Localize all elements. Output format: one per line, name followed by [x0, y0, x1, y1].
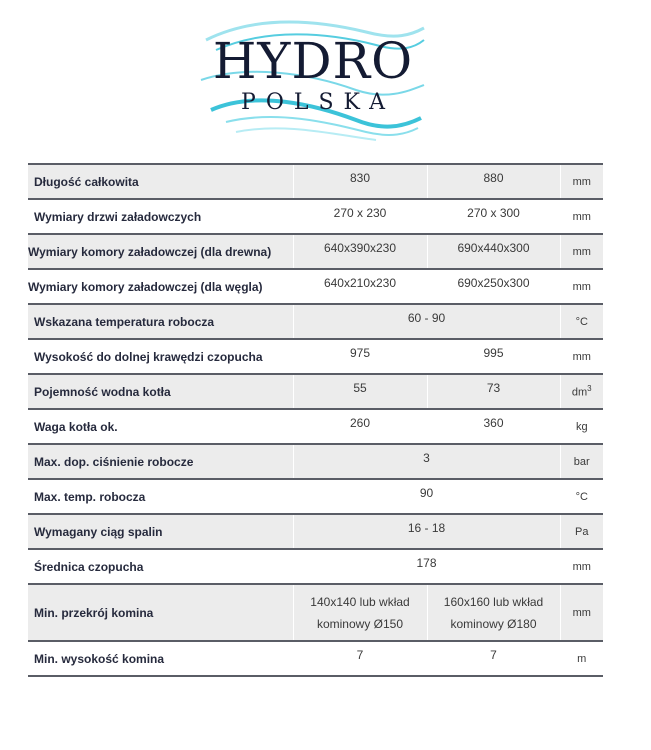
unit: °C [560, 304, 603, 339]
table-row [28, 444, 603, 479]
value-model-2: 995 [427, 339, 560, 374]
table-row [28, 584, 603, 641]
row-label: Min. wysokość komina [28, 641, 293, 676]
unit: mm [560, 234, 603, 269]
table-row [28, 549, 603, 584]
spec-table [28, 163, 603, 677]
value-model-2: 160x160 lub wkład kominowy Ø180 [427, 584, 560, 641]
value-model-1: 7 [293, 641, 427, 676]
value-model-1: 975 [293, 339, 427, 374]
row-label: Wymiary komory załadowczej (dla drewna) [28, 234, 293, 269]
row-label: Wymagany ciąg spalin [28, 514, 293, 549]
hydro-polska-logo [196, 10, 426, 145]
row-label: Wskazana temperatura robocza [28, 304, 293, 339]
table-row [28, 374, 603, 409]
unit: mm [560, 339, 603, 374]
table-row [28, 339, 603, 374]
value-model-2: 690x250x300 [427, 269, 560, 304]
table-row [28, 409, 603, 444]
value-model-1: 140x140 lub wkład kominowy Ø150 [293, 584, 427, 641]
row-label: Wymiary komory załadowczej (dla węgla) [28, 269, 293, 304]
value-shared: 16 - 18 [293, 514, 560, 549]
unit: mm [560, 269, 603, 304]
logo-text-hydro: HYDRO [212, 32, 414, 90]
value-model-2: 360 [427, 409, 560, 444]
row-label: Min. przekrój komina [28, 584, 293, 641]
value-model-1: 640x210x230 [293, 269, 427, 304]
row-label: Pojemność wodna kotła [28, 374, 293, 409]
row-label: Wysokość do dolnej krawędzi czopucha [28, 339, 293, 374]
value-shared: 178 [293, 549, 560, 584]
unit: m [560, 641, 603, 676]
unit: kg [560, 409, 603, 444]
row-label: Długość całkowita [28, 164, 293, 199]
unit: bar [560, 444, 603, 479]
unit: Pa [560, 514, 603, 549]
value-model-1: 830 [293, 164, 427, 199]
table-row [28, 479, 603, 514]
value-model-1: 260 [293, 409, 427, 444]
value-model-1: 640x390x230 [293, 234, 427, 269]
unit: °C [560, 479, 603, 514]
unit: $dm^3$ [560, 374, 603, 409]
logo-text-polska: POLSKA [241, 90, 395, 115]
value-model-1: 55 [293, 374, 427, 409]
value-shared: 3 [293, 444, 560, 479]
unit: mm [560, 549, 603, 584]
table-row [28, 514, 603, 549]
table-row [28, 304, 603, 339]
row-label: Wymiary drzwi załadowczych [28, 199, 293, 234]
value-model-2: 270 x 300 [427, 199, 560, 234]
unit: mm [560, 199, 603, 234]
table-row [28, 234, 603, 269]
value-shared: 90 [293, 479, 560, 514]
row-label: Max. temp. robocza [28, 479, 293, 514]
value-model-2: 690x440x300 [427, 234, 560, 269]
unit: mm [560, 164, 603, 199]
table-row [28, 269, 603, 304]
row-label: Średnica czopucha [28, 549, 293, 584]
row-label: Max. dop. ciśnienie robocze [28, 444, 293, 479]
table-row [28, 164, 603, 199]
row-label: Waga kotła ok. [28, 409, 293, 444]
table-row [28, 641, 603, 676]
value-model-2: 880 [427, 164, 560, 199]
value-model-2: 73 [427, 374, 560, 409]
unit: mm [560, 584, 603, 641]
value-model-2: 7 [427, 641, 560, 676]
value-shared: 60 - 90 [293, 304, 560, 339]
value-model-1: 270 x 230 [293, 199, 427, 234]
table-row [28, 199, 603, 234]
